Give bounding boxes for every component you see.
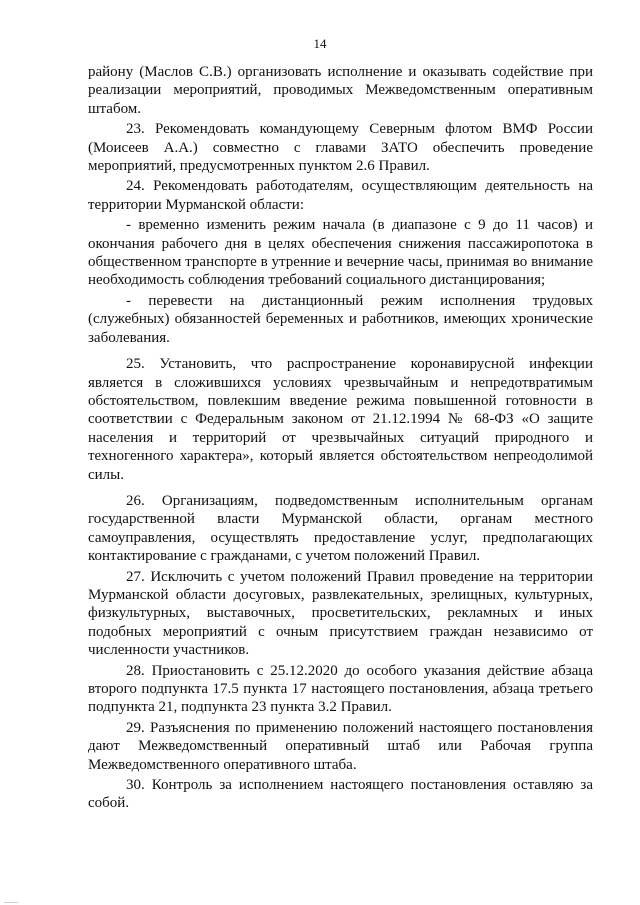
paragraph-26: 26. Организациям, подведомственным исполнительным органам государственной власти Мурманской области, органам местного самоуправления, осуществлять предоставление услуг, предполагающих контактирование с гражданами, с учетом положений Правил. [88, 492, 593, 565]
scan-edge-mark [4, 902, 18, 903]
paragraph-25: 25. Установить, что распространение коронавирусной инфекции является в сложившихся условиях чрезвычайным и непредотвратимым обстоятельством, повлекшим введение режима повышенной готовности в соответствии с Федеральным законом от 21.12.1994 № 68-ФЗ «О защите населения и территорий от чрезвычайных ситуаций природного и техногенного характера», который является обстоятельством непреодолимой силы. [88, 356, 593, 483]
paragraph-24-item-1: - временно изменить режим начала (в диапазоне с 9 до 11 часов) и окончания рабочего дня в целях обеспечения снижения пассажиропотока в общественном транспорте в утренние и вечерние часы, принимая во внимание необходимость соблюдения требований социального дистанцирования; [88, 217, 593, 289]
paragraph-29: 29. Разъяснения по применению положений настоящего постановления дают Межведомственный оперативный штаб или Рабочая группа Межведомственного оперативного штаба. [88, 719, 593, 773]
paragraph-30: 30. Контроль за исполнением настоящего постановления оставляю за собой. [88, 777, 593, 812]
paragraph-24-item-2: - перевести на дистанционный режим исполнения трудовых (служебных) обязанностей беременных и работников, имеющих хронические заболевания. [88, 292, 593, 346]
document-body [88, 63, 593, 813]
paragraph-23: 23. Рекомендовать командующему Северным флотом ВМФ России (Моисеев А.А.) совместно с главами ЗАТО обеспечить проведение мероприятий, предусмотренных пунктом 2.6 Правил. [88, 121, 593, 175]
paragraph-22-continuation: району (Маслов С.В.) организовать исполнение и оказывать содействие при реализации мероприятий, проводимых Межведомственным оперативным штабом. [88, 64, 593, 117]
page-number: 14 [313, 36, 327, 51]
paragraph-28: 28. Приостановить с 25.12.2020 до особого указания действие абзаца второго подпункта 17.5 пункта 17 настоящего постановления, абзаца третьего подпункта 21, подпункта 23 пункта 3.2 Правил. [88, 662, 593, 716]
paragraph-27: 27. Исключить с учетом положений Правил проведение на территории Мурманской области досуговых, развлекательных, зрелищных, культурных, физкультурных, выставочных, просветительских, рекламных и иных подобных мероприятий с очным присутствием граждан независимо от численности участников. [88, 568, 593, 659]
paragraph-24: 24. Рекомендовать работодателям, осуществляющим деятельность на территории Мурманской области: [88, 178, 593, 213]
